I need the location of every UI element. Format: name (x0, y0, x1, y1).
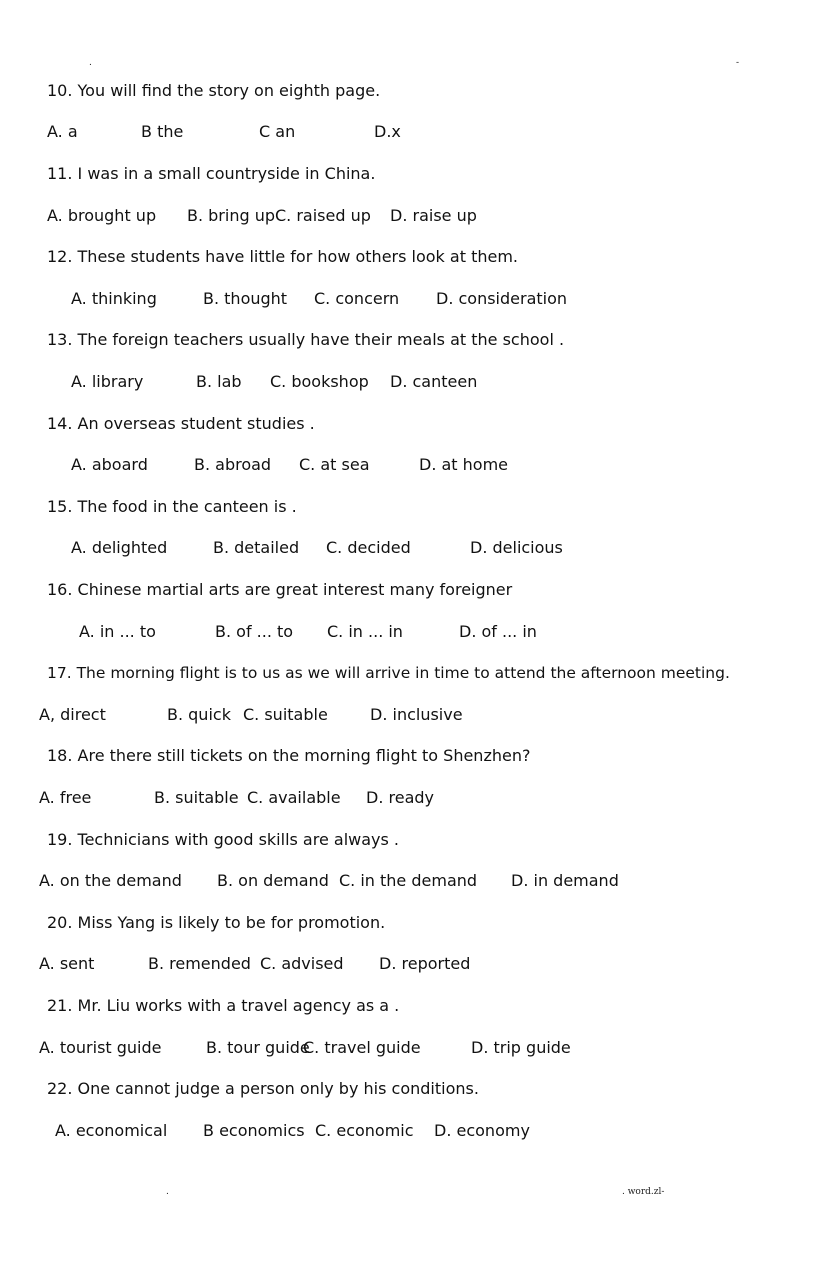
option-21-a: A. tourist guide (39, 1038, 162, 1057)
option-13-d: D. canteen (390, 372, 478, 391)
option-20-c: C. advised (260, 954, 344, 973)
question-13: 13. The foreign teachers usually have their meals at the school . (47, 330, 565, 349)
question-12: 12. These students have little for how others look at them. (47, 247, 518, 266)
option-16-d: D. of ... in (459, 622, 537, 641)
option-21-b: B. tour guide (206, 1038, 310, 1057)
option-15-b: B. detailed (213, 538, 300, 557)
option-20-a: A. sent (39, 954, 95, 973)
option-21-d: D. trip guide (471, 1038, 571, 1057)
option-14-a: A. aboard (71, 455, 148, 474)
option-12-d: D. consideration (436, 289, 568, 308)
question-10: 10. You will find the story on eighth page. (47, 81, 381, 100)
option-17-b: B. quick (167, 705, 231, 724)
option-12-b: B. thought (203, 289, 288, 308)
option-11-a: A. brought up (47, 206, 157, 225)
header-right-mark: - (736, 58, 740, 68)
option-12-c: C. concern (314, 289, 400, 308)
question-19: 19. Technicians with good skills are always . (47, 830, 400, 849)
option-19-b: B. on demand (217, 871, 329, 890)
option-22-b: B economics (203, 1121, 305, 1140)
option-17-c: C. suitable (243, 705, 328, 724)
option-18-a: A. free (39, 788, 92, 807)
option-11-d: D. raise up (390, 206, 477, 225)
footer-left-mark: . (166, 1187, 169, 1197)
option-10-d: D.x (374, 122, 401, 141)
option-18-c: C. available (247, 788, 341, 807)
option-19-d: D. in demand (511, 871, 619, 890)
option-15-d: D. delicious (470, 538, 563, 557)
option-14-c: C. at sea (299, 455, 370, 474)
option-16-c: C. in ... in (327, 622, 403, 641)
option-10-b: B the (141, 122, 184, 141)
option-18-d: D. ready (366, 788, 434, 807)
option-20-d: D. reported (379, 954, 471, 973)
option-22-c: C. economic (315, 1121, 414, 1140)
option-12-a: A. thinking (71, 289, 157, 308)
option-16-b: B. of ... to (215, 622, 294, 641)
option-14-d: D. at home (419, 455, 509, 474)
question-15: 15. The food in the canteen is . (47, 497, 297, 516)
option-11-c: C. raised up (275, 206, 371, 225)
option-11-b: B. bring up (187, 206, 276, 225)
option-15-c: C. decided (326, 538, 411, 557)
footer-right-mark: . word.zl- (622, 1187, 665, 1197)
question-14: 14. An overseas student studies . (47, 414, 315, 433)
header-left-mark: . (89, 58, 92, 68)
option-10-c: C an (259, 122, 296, 141)
option-18-b: B. suitable (154, 788, 239, 807)
option-17-a: A, direct (39, 705, 106, 724)
question-16: 16. Chinese martial arts are great interest many foreigner (47, 580, 513, 599)
option-22-d: D. economy (434, 1121, 530, 1140)
option-13-a: A. library (71, 372, 144, 391)
question-21: 21. Mr. Liu works with a travel agency as a . (47, 996, 400, 1015)
option-13-c: C. bookshop (270, 372, 369, 391)
question-17: 17. The morning flight is to us as we will arrive in time to attend the afternoon meeting. (47, 664, 730, 682)
question-20: 20. Miss Yang is likely to be for promotion. (47, 913, 386, 932)
question-22: 22. One cannot judge a person only by his conditions. (47, 1079, 479, 1098)
option-14-b: B. abroad (194, 455, 272, 474)
option-15-a: A. delighted (71, 538, 168, 557)
option-21-c: C. travel guide (303, 1038, 421, 1057)
option-22-a: A. economical (55, 1121, 168, 1140)
option-19-a: A. on the demand (39, 871, 182, 890)
question-11: 11. I was in a small countryside in China. (47, 164, 376, 183)
option-20-b: B. remended (148, 954, 251, 973)
option-13-b: B. lab (196, 372, 242, 391)
option-16-a: A. in ... to (79, 622, 156, 641)
question-18: 18. Are there still tickets on the morning flight to Shenzhen? (47, 746, 531, 765)
option-10-a: A. a (47, 122, 78, 141)
option-19-c: C. in the demand (339, 871, 478, 890)
option-17-d: D. inclusive (370, 705, 463, 724)
